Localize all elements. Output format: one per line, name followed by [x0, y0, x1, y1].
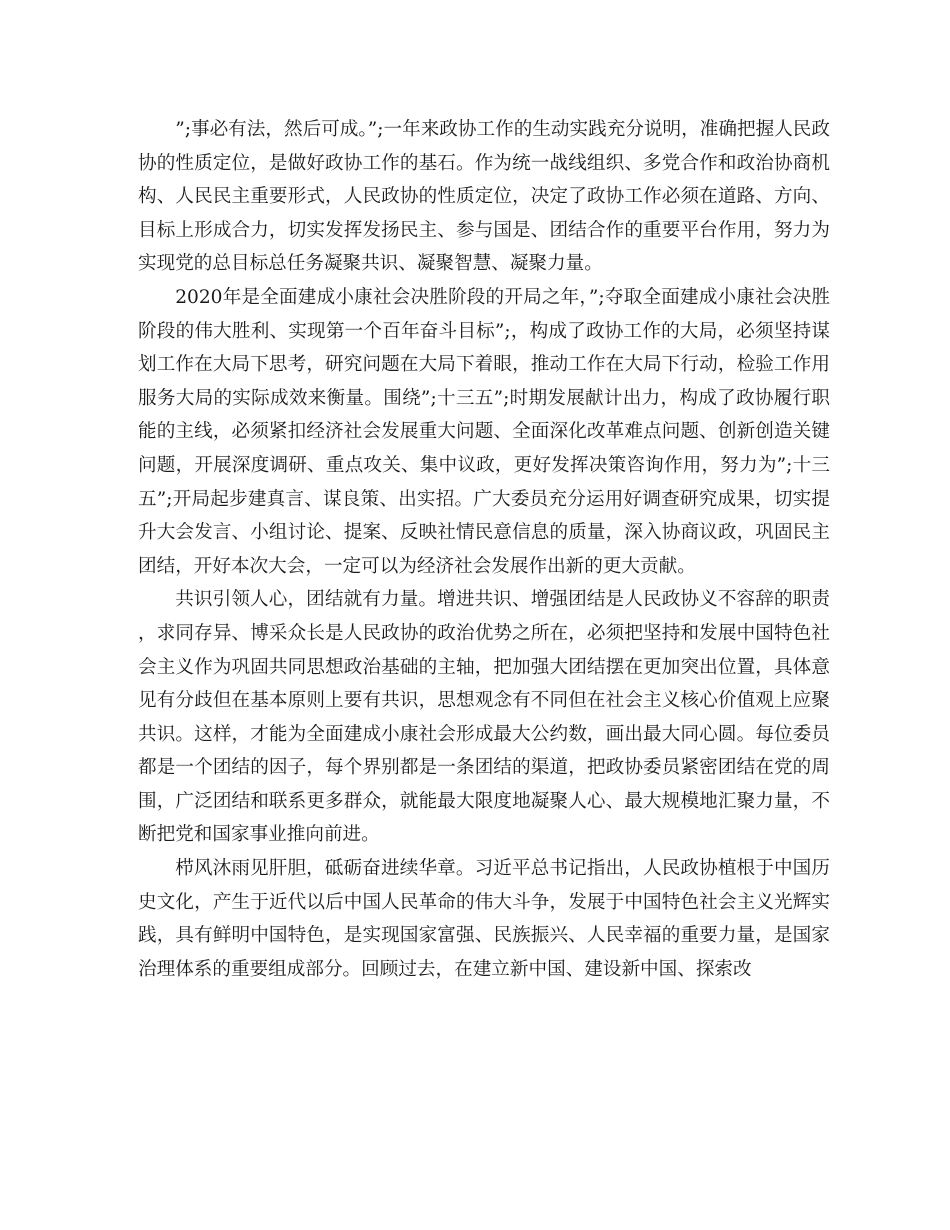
paragraph-4: 栉风沐雨见肝胆，砥砺奋进续华章。习近平总书记指出，人民政协植根于中国历史文化，产生于近代以后中国人民革命的伟大斗争，发展于中国特色社会主义光辉实践，具有鲜明中国特色，是实现国家富强、民族振兴、人民幸福的重要力量，是国家治理体系的重要组成部分。回顾过去，在建立新中国、建设新中国、探索改 — [138, 858, 830, 980]
paragraph-3: 共识引领人心，团结就有力量。增进共识、增强团结是人民政协义不容辞的职责，求同存异、博采众长是人民政协的政治优势之所在，必须把坚持和发展中国特色社会主义作为巩固共同思想政治基础的主轴，把加强大团结摆在更加突出位置，具体意见有分歧但在基本原则上要有共识，思想观念有不同但在社会主义核心价值观上应聚共识。这样，才能为全面建成小康社会形成最大公约数，画出最大同心圆。每位委员都是一个团结的因子，每个界别都是一条团结的渠道，把政协委员紧密团结在党的周围，广泛团结和联系更多群众，就能最大限度地凝聚人心、最大规模地汇聚力量，不断把党和国家事业推向前进。 — [138, 589, 830, 846]
paragraph-2: 2020年是全面建成小康社会决胜阶段的开局之年，”;夺取全面建成小康社会决胜阶段的伟大胜利、实现第一个百年奋斗目标”;，构成了政协工作的大局，必须坚持谋划工作在大局下思考，研究问题在大局下着眼，推动工作在大局下行动，检验工作用服务大局的实际成效来衡量。围绕”;十三五”;时期发展献计出力，构成了政协履行职能的主线，必须紧扣经济社会发展重大问题、全面深化改革难点问题、创新创造关键问题，开展深度调研、重点攻关、集中议政，更好发挥决策咨询作用，努力为”;十三五”;开局起步建真言、谋良策、出实招。广大委员充分运用好调查研究成果，切实提升大会发言、小组讨论、提案、反映社情民意信息的质量，深入协商议政，巩固民主团结，开好本次大会，一定可以为经济社会发展作出新的更大贡献。 — [138, 286, 830, 577]
document-body — [138, 113, 830, 986]
paragraph-1: ”;事必有法，然后可成。”;一年来政协工作的生动实践充分说明，准确把握人民政协的性质定位，是做好政协工作的基石。作为统一战线组织、多党合作和政治协商机构、人民民主重要形式，人民政协的性质定位，决定了政协工作必须在道路、方向、目标上形成合力，切实发挥发扬民主、参与国是、团结合作的重要平台作用，努力为实现党的总目标总任务凝聚共识、凝聚智慧、凝聚力量。 — [138, 119, 830, 275]
